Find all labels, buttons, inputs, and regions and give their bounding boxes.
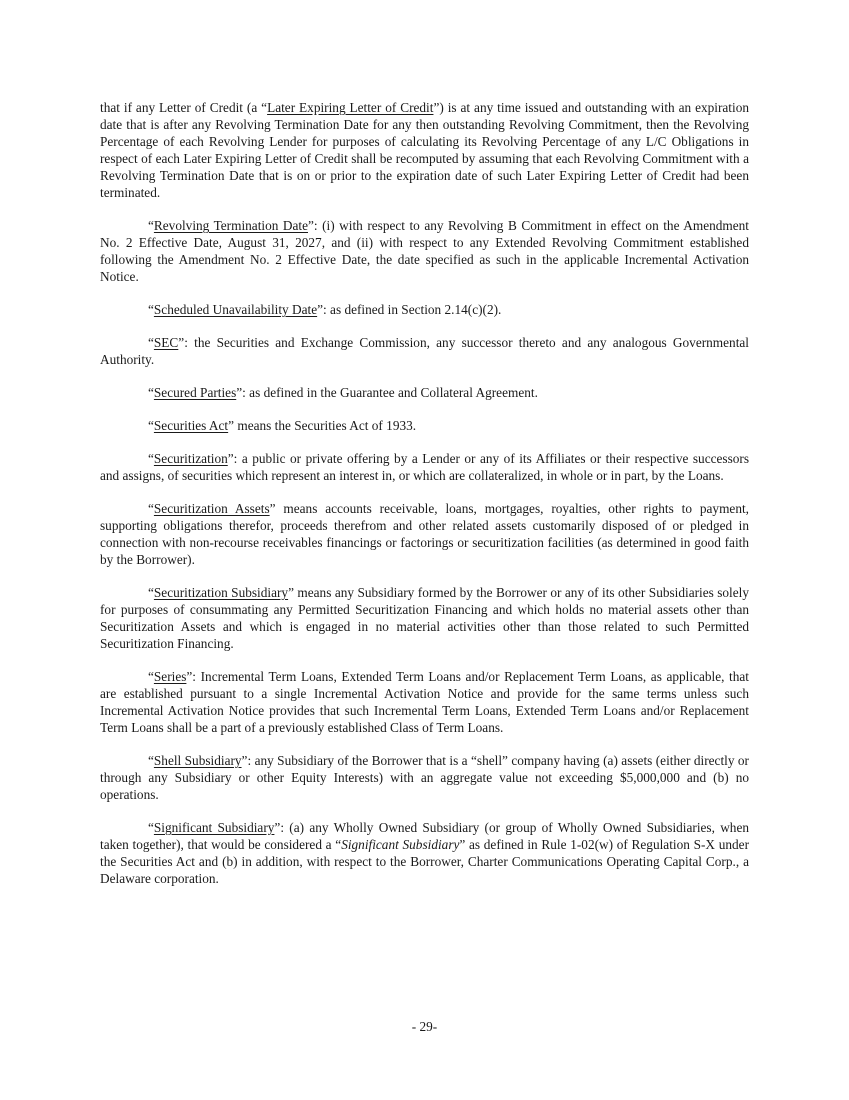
paragraph-text: “ [148, 669, 154, 684]
paragraph-text: ” means any Subsidiary formed by the Borrower or any of its other Subsidiaries solely for purposes of consummating any Permitted Securitization Financing and which holds no material assets other than Securitization Assets and which is engaged in no material activities other than those related to such Permitted Securitization Financing. [100, 585, 749, 651]
paragraph-text: “ [148, 302, 154, 317]
paragraph-text: “ [148, 451, 154, 466]
paragraph-significant-subsidiary [100, 819, 749, 887]
paragraph-text: “ [148, 753, 154, 768]
defined-term: Securitization [153, 451, 228, 466]
paragraph-text: ”: a public or private offering by a Lender or any of its Affiliates or their respective successors and assigns, of securities which represent an interest in, or which are collateralized, in whole or in part, by the Loans. [100, 451, 749, 483]
paragraph-scheduled-unavailability-date [100, 301, 749, 318]
defined-term: Significant Subsidiary [153, 820, 275, 835]
paragraph-text: ” means the Securities Act of 1933. [228, 418, 417, 433]
paragraph-series [100, 668, 749, 736]
paragraph-text: “ [148, 418, 154, 433]
paragraph-text: ” means accounts receivable, loans, mortgages, royalties, other rights to payment, supporting obligations therefor, proceeds therefrom and other related assets customarily disposed of or pledged in connection with non-recourse receivables financings or factorings or securitization facilities (as determined in good faith by the Borrower). [100, 501, 749, 567]
defined-term: Securitization Assets [153, 501, 270, 516]
paragraph-securities-act [100, 417, 749, 434]
paragraph-text: ”: (i) with respect to any Revolving B Commitment in effect on the Amendment No. 2 Effective Date, August 31, 2027, and (ii) with respect to any Extended Revolving Commitment established following the Amendment No. 2 Effective Date, the date specified as such in the applicable Incremental Activation Notice. [100, 218, 749, 284]
defined-term: Series [153, 669, 187, 684]
defined-term: SEC [153, 335, 179, 350]
defined-term: Later Expiring Letter of Credit [267, 100, 434, 115]
page-number: - 29- [411, 1019, 438, 1034]
paragraph-text: ”) is at any time issued and outstanding with an expiration date that is after any Revolving Termination Date for any then outstanding Revolving Commitment, then the Revolving Percentage of each Revolving Lender for purposes of calculating its Revolving Percentage of any L/C Obligations in respect of each Later Expiring Letter of Credit shall be recomputed by assuming that each Revolving Commitment with a Revolving Termination Date that is on or prior to the expiration date of such Later Expiring Letter of Credit had been terminated. [100, 100, 749, 200]
paragraph-text: ”: as defined in the Guarantee and Collateral Agreement. [236, 385, 538, 400]
paragraph-sec [100, 334, 749, 368]
defined-term: Scheduled Unavailability Date [153, 302, 318, 317]
paragraph-text: ”: the Securities and Exchange Commission, any successor thereto and any analogous Governmental Authority. [100, 335, 749, 367]
paragraph-text: “ [148, 501, 154, 516]
italic-term: Significant Subsidiary [341, 837, 460, 852]
defined-term: Secured Parties [153, 385, 237, 400]
defined-term: Securitization Subsidiary [153, 585, 289, 600]
defined-term: Shell Subsidiary [153, 753, 242, 768]
paragraph-securitization-assets [100, 500, 749, 568]
paragraph-text: “ [148, 385, 154, 400]
paragraph-text: “ [148, 335, 154, 350]
paragraph-text: that if any Letter of Credit (a “ [100, 100, 268, 115]
paragraph-text: “ [148, 218, 154, 233]
defined-term: Revolving Termination Date [153, 218, 308, 233]
defined-term: Securities Act [153, 418, 229, 433]
paragraph-securitization [100, 450, 749, 484]
document-body [100, 99, 749, 903]
paragraph-text: “ [148, 585, 154, 600]
paragraph-shell-subsidiary [100, 752, 749, 803]
paragraph-later-expiring [100, 99, 749, 201]
paragraph-secured-parties [100, 384, 749, 401]
paragraph-text: “ [148, 820, 154, 835]
paragraph-securitization-subsidiary [100, 584, 749, 652]
paragraph-text: ”: (a) any Wholly Owned Subsidiary (or group of Wholly Owned Subsidiaries, when taken together), that would be considered a “ [100, 820, 749, 852]
paragraph-text: ” as defined in Rule 1-02(w) of Regulation S-X under the Securities Act and (b) in addition, with respect to the Borrower, Charter Communications Operating Capital Corp., a Delaware corporation. [100, 837, 749, 886]
paragraph-text: ”: Incremental Term Loans, Extended Term Loans and/or Replacement Term Loans, as applicable, that are established pursuant to a single Incremental Activation Notice and provide for the same terms unless such Incremental Activation Notice provides that such Incremental Term Loans, Extended Term Loans and/or Replacement Term Loans shall be a part of a previously established Class of Term Loans. [100, 669, 749, 735]
paragraph-text: ”: any Subsidiary of the Borrower that is a “shell” company having (a) assets (either directly or through any Subsidiary or other Equity Interests) with an aggregate value not exceeding $5,000,000 and (b) no operations. [100, 753, 749, 802]
paragraph-text: ”: as defined in Section 2.14(c)(2). [317, 302, 502, 317]
paragraph-revolving-termination-date [100, 217, 749, 285]
